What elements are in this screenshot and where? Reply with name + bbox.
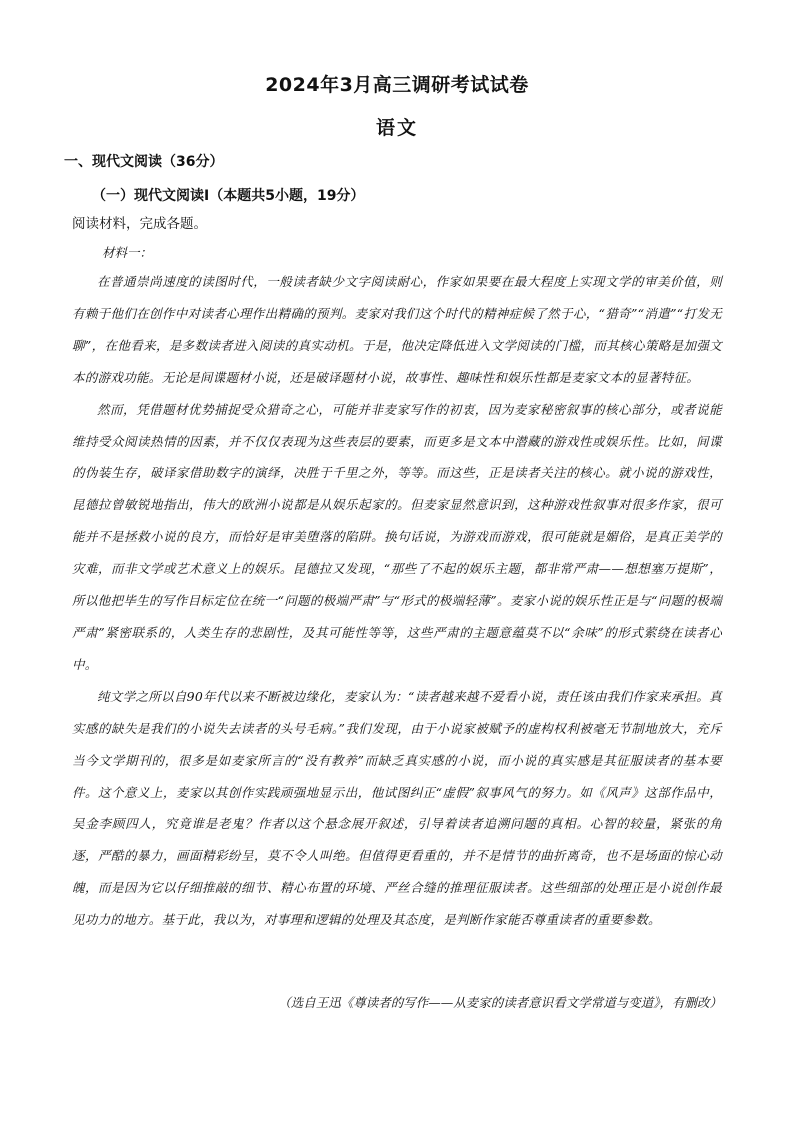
article-body (72, 266, 722, 936)
subject-title: 语文 (375, 117, 418, 139)
section-heading: 一、现代文阅读（36分） (64, 154, 224, 170)
material-label: 材料一： (102, 245, 153, 260)
paragraph: 然而，凭借题材优势捕捉受众猎奇之心，可能并非麦家写作的初衷，因为麦家秘密叙事的核心部分，或者说能维持受众阅读热情的因素，并不仅仅表现为这些表层的要素，而更多是文本中潜藏的游戏性或娱乐性。比如，间谍的伪装生存，破译家借助数字的演绎，决胜于千里之外，等等。而这些，正是读者关注的核心。就小说的游戏性，昆德拉曾敏锐地指出，伟大的欧洲小说都是从娱乐起家的。但麦家显然意识到，这种游戏性叙事对很多作家，很可能并不是拯救小说的良方，而恰好是审美堕落的陷阱。换句话说，为游戏而游戏，很可能就是媚俗，是真正美学的灾难，而非文学或艺术意义上的娱乐。昆德拉又发现，“那些了不起的娱乐主题，都非常严肃——想想塞万提斯”，所以他把毕生的写作目标定位在统一“问题的极端严肃”与“形式的极端轻薄”。麦家小说的娱乐性正是与“问题的极端严肃”紧密联系的，人类生存的悲剧性，及其可能性等等，这些严肃的主题意蕴莫不以“余味”的形式萦绕在读者心中。 (72, 401, 722, 672)
reading-instruction: 阅读材料，完成各题。 (72, 216, 207, 232)
sub-section-heading: （一）现代文阅读Ⅰ（本题共5小题，19分） (92, 188, 365, 204)
source-citation: （选自王迅《尊读者的写作——从麦家的读者意识看文学常道与变道》，有删改） (278, 995, 722, 1010)
paragraph: 纯文学之所以自90年代以来不断被边缘化，麦家认为：“读者越来越不爱看小说，责任该由我们作家来承担。真实感的缺失是我们的小说失去读者的头号毛病。”我们发现，由于小说家被赋予的虚构权利被毫无节制地放大，充斥当今文学期刊的，很多是如麦家所言的“没有教养”而缺乏真实感的小说，而小说的真实感是其征服读者的基本要件。这个意义上，麦家以其创作实践顽强地显示出，他试图纠正“虚假”叙事风气的努力。如《风声》这部作品中，吴金李顾四人，究竟谁是老鬼？作者以这个悬念展开叙述，引导着读者追溯问题的真相。心智的较量，紧张的角逐，严酷的暴力，画面精彩纷呈，莫不令人叫绝。但值得更看重的，并不是情节的曲折离奇，也不是场面的惊心动魄，而是因为它以仔细推敲的细节、精心布置的环境、严丝合缝的推理征服读者。这些细部的处理正是小说创作最见功力的地方。基于此，我以为，对事理和逻辑的处理及其态度，是判断作家能否尊重读者的重要参数。 (72, 688, 722, 928)
exam-title: 2024年3月高三调研考试试卷 (265, 74, 529, 96)
paragraph: 在普通崇尚速度的读图时代，一般读者缺少文字阅读耐心，作家如果要在最大程度上实现文学的审美价值，则有赖于他们在创作中对读者心理作出精确的预判。麦家对我们这个时代的精神症候了然于心，“猎奇”“消遣”“打发无聊”，在他看来，是多数读者进入阅读的真实动机。于是，他决定降低进入文学阅读的门槛，而其核心策略是加强文本的游戏功能。无论是间谍题材小说，还是破译题材小说，故事性、趣味性和娱乐性都是麦家文本的显著特征。 (72, 274, 722, 385)
